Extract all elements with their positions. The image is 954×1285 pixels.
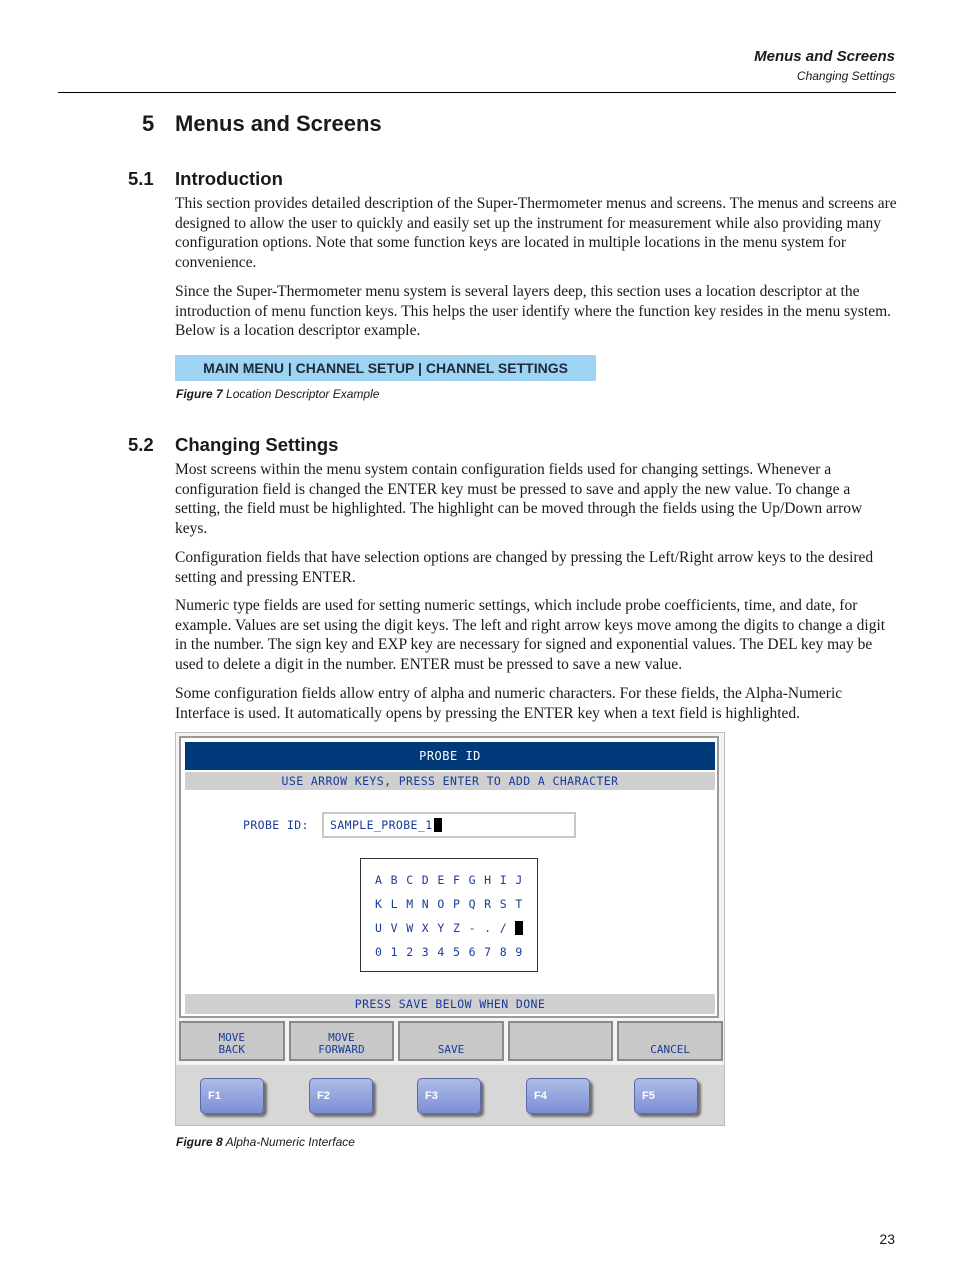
blank-softkey[interactable]	[508, 1021, 614, 1061]
character-grid	[360, 858, 538, 972]
char-key[interactable]: L	[390, 897, 398, 911]
char-key[interactable]: 7	[484, 945, 492, 959]
running-header-title: Menus and Screens	[754, 48, 895, 65]
section-number: 5.1	[128, 168, 154, 189]
figure-8-caption	[176, 1135, 355, 1149]
char-row	[375, 873, 531, 887]
location-descriptor: MAIN MENU | CHANNEL SETUP | CHANNEL SETTINGS	[175, 355, 596, 381]
char-key[interactable]: K	[375, 897, 382, 911]
char-key[interactable]: U	[375, 921, 382, 935]
char-key[interactable]: S	[499, 897, 507, 911]
paragraph: Some configuration fields allow entry of alpha and numeric characters. For these fields, the Alpha-Numeric Interface is used. It automatically opens by pressing the ENTER key when a text field is highlighted.	[175, 685, 843, 722]
char-key[interactable]: 8	[499, 945, 507, 959]
char-key[interactable]: H	[484, 873, 492, 887]
char-key[interactable]: 0	[375, 945, 382, 959]
page-number: 23	[879, 1231, 895, 1247]
char-key[interactable]: A	[375, 873, 382, 887]
char-key[interactable]: W	[406, 921, 414, 935]
paragraph: Configuration fields that have selection options are changed by pressing the Left/Right arrow keys to the desired setting and pressing ENTER.	[175, 549, 874, 586]
char-key[interactable]: -	[468, 921, 476, 935]
probe-id-field[interactable]	[322, 812, 576, 838]
section-heading-changing-settings	[128, 434, 338, 456]
cancel-softkey[interactable]: CANCEL	[617, 1021, 723, 1061]
figure-label: Figure 8	[176, 1135, 223, 1149]
section-heading-intro	[128, 168, 283, 190]
softkey-bar	[179, 1021, 723, 1061]
f2-key[interactable]: F2	[309, 1078, 373, 1114]
char-key[interactable]: 1	[390, 945, 398, 959]
text-cursor	[434, 818, 442, 832]
char-key[interactable]: /	[499, 921, 507, 935]
paragraph: Most screens within the menu system contain configuration fields used for changing settings. Whenever a configuration field is changed the ENTER key must be pressed to save and apply the new value. To change a setting, the field must be highlighted. The highlight can be moved through the fields using the Up/Down arrow keys.	[175, 461, 863, 537]
char-key[interactable]: G	[468, 873, 476, 887]
char-key[interactable]: R	[484, 897, 492, 911]
section-title: Changing Settings	[175, 434, 339, 455]
char-key[interactable]: X	[421, 921, 429, 935]
running-header-subtitle: Changing Settings	[796, 69, 895, 83]
char-key[interactable]: 5	[452, 945, 460, 959]
chapter-heading	[142, 111, 382, 137]
figure-caption-text: Location Descriptor Example	[226, 387, 380, 401]
char-key[interactable]: 9	[515, 945, 523, 959]
char-key[interactable]: B	[390, 873, 398, 887]
paragraph: Since the Super-Thermometer menu system is several layers deep, this section uses a location descriptor at the introduction of menu function keys. This helps the user identify where the function key resides in the menu system. Below is a location descriptor example.	[175, 283, 892, 339]
paragraph: This section provides detailed description of the Super-Thermometer menus and screens. The menus and screens are designed to allow the user to quickly and easily set up the instrument for measurement while also providing many configuration options. Note that some function keys are located in multiple locations in the menu system for convenience.	[175, 195, 897, 271]
char-key[interactable]: J	[515, 873, 523, 887]
char-key[interactable]: Q	[468, 897, 476, 911]
char-key[interactable]: D	[421, 873, 429, 887]
char-row	[375, 921, 531, 938]
char-key[interactable]: T	[515, 897, 523, 911]
char-key[interactable]: N	[421, 897, 429, 911]
chapter-number: 5	[142, 111, 155, 136]
figure-caption-text: Alpha-Numeric Interface	[225, 1135, 355, 1149]
char-key[interactable]: F	[452, 873, 460, 887]
screen-instruction: USE ARROW KEYS, PRESS ENTER TO ADD A CHARACTER	[185, 772, 715, 790]
char-key[interactable]: 2	[406, 945, 414, 959]
section-title: Introduction	[175, 168, 283, 189]
figure-label: Figure 7	[176, 387, 223, 401]
alpha-numeric-screen	[175, 732, 725, 1126]
figure-7-caption	[176, 387, 379, 401]
space-key[interactable]	[515, 921, 531, 938]
screen-title: PROBE ID	[185, 742, 715, 770]
save-softkey[interactable]: SAVE	[398, 1021, 504, 1061]
char-key[interactable]: .	[484, 921, 492, 935]
char-key[interactable]: 3	[421, 945, 429, 959]
char-row	[375, 897, 531, 911]
char-key[interactable]: V	[390, 921, 398, 935]
f3-key[interactable]: F3	[417, 1078, 481, 1114]
header-rule	[58, 92, 896, 93]
paragraph: Numeric type fields are used for setting numeric settings, which include probe coefficients, time, and date, for example. Values are set using the digit keys. The left and right arrow keys move among the digits to change a digit in the number. The sign key and EXP key are necessary for signed and exponential values. The DEL key may be used to delete a digit in the number. ENTER must be pressed to save a new value.	[175, 597, 886, 673]
char-key[interactable]: Y	[437, 921, 445, 935]
f1-key[interactable]: F1	[200, 1078, 264, 1114]
char-key[interactable]: Z	[452, 921, 460, 935]
screen-footer-hint: PRESS SAVE BELOW WHEN DONE	[185, 994, 715, 1014]
char-key[interactable]: I	[499, 873, 507, 887]
probe-id-value: SAMPLE_PROBE_1	[330, 818, 433, 832]
char-key[interactable]: 6	[468, 945, 476, 959]
f4-key[interactable]: F4	[526, 1078, 590, 1114]
probe-id-label: PROBE ID:	[243, 818, 309, 832]
function-key-row	[176, 1065, 724, 1125]
move-back-softkey[interactable]: MOVE BACK	[179, 1021, 285, 1061]
f5-key[interactable]: F5	[634, 1078, 698, 1114]
section-number: 5.2	[128, 434, 154, 455]
char-key[interactable]: M	[406, 897, 414, 911]
char-key[interactable]: C	[406, 873, 414, 887]
char-key[interactable]: E	[437, 873, 445, 887]
char-row	[375, 945, 531, 959]
char-key[interactable]: O	[437, 897, 445, 911]
screen-display	[179, 736, 719, 1018]
char-key[interactable]: 4	[437, 945, 445, 959]
move-forward-softkey[interactable]: MOVE FORWARD	[289, 1021, 395, 1061]
chapter-title: Menus and Screens	[175, 111, 382, 136]
char-key[interactable]: P	[452, 897, 460, 911]
space-block	[515, 921, 523, 935]
